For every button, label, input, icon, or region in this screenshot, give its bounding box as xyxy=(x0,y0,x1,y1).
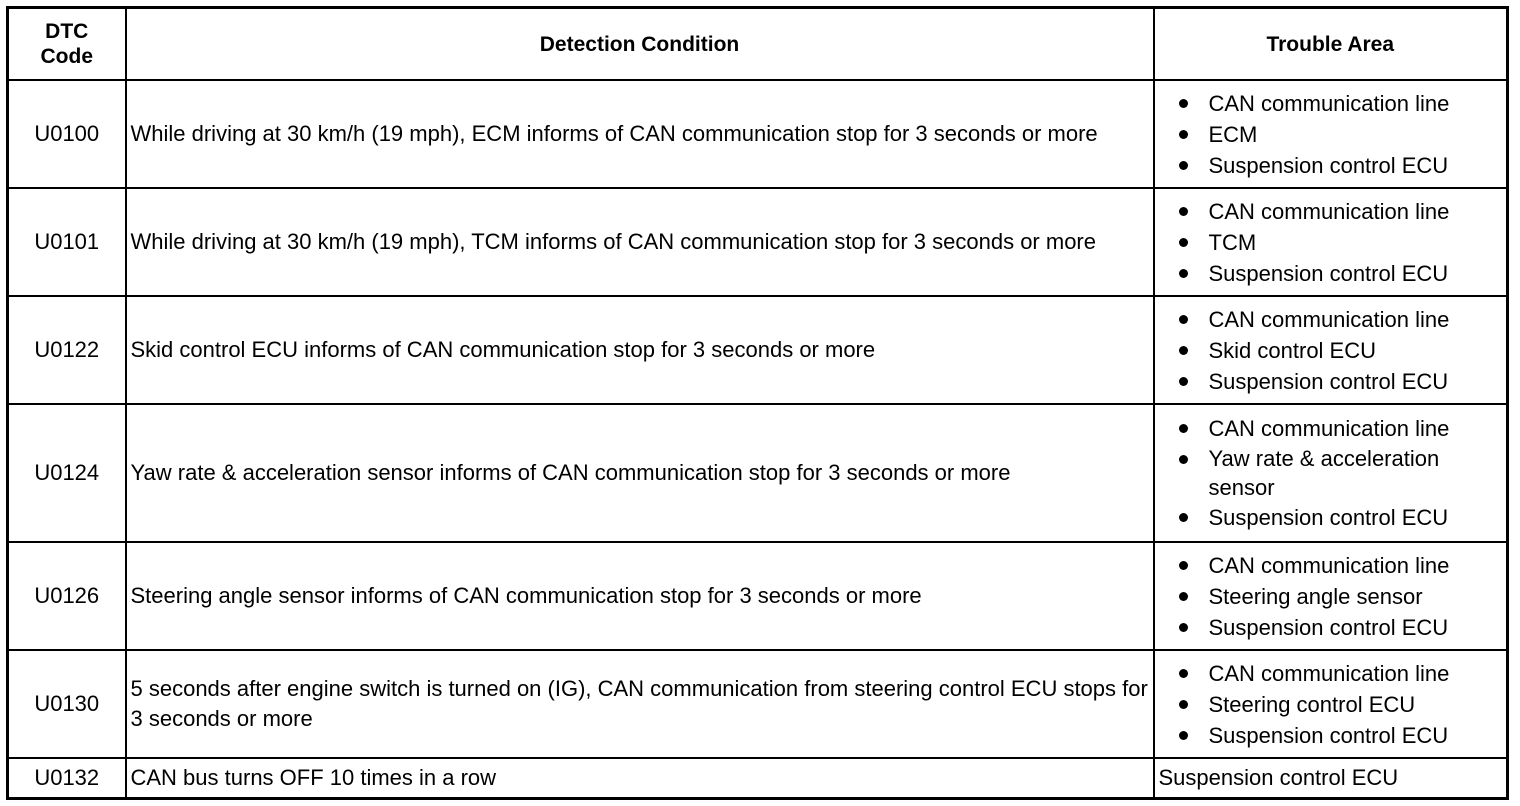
table-row xyxy=(8,296,1508,404)
dtc-code-cell: U0126 xyxy=(8,542,126,650)
dtc-code-cell: U0130 xyxy=(8,650,126,758)
trouble-area-list xyxy=(1177,413,1507,533)
trouble-area-cell xyxy=(1154,80,1508,188)
trouble-area-item: Skid control ECU xyxy=(1177,335,1507,366)
dtc-code-cell: U0132 xyxy=(8,758,126,798)
header-detection-condition: Detection Condition xyxy=(126,8,1154,81)
trouble-area-list xyxy=(1177,304,1507,397)
detection-condition-cell: While driving at 30 km/h (19 mph), TCM informs of CAN communication stop for 3 seconds or more xyxy=(126,188,1154,296)
detection-condition-cell: While driving at 30 km/h (19 mph), ECM informs of CAN communication stop for 3 seconds or more xyxy=(126,80,1154,188)
header-row xyxy=(8,8,1508,81)
trouble-area-item: CAN communication line xyxy=(1177,196,1507,227)
trouble-area-cell xyxy=(1154,542,1508,650)
trouble-area-item: TCM xyxy=(1177,227,1507,258)
trouble-area-item: Suspension control ECU xyxy=(1177,612,1507,643)
trouble-area-item: CAN communication line xyxy=(1177,88,1507,119)
trouble-area-item: Suspension control ECU xyxy=(1177,258,1507,289)
table-row xyxy=(8,650,1508,758)
header-trouble-area: Trouble Area xyxy=(1154,8,1508,81)
detection-condition-cell: Steering angle sensor informs of CAN communication stop for 3 seconds or more xyxy=(126,542,1154,650)
trouble-area-cell xyxy=(1154,650,1508,758)
table-row xyxy=(8,80,1508,188)
trouble-area-item: CAN communication line xyxy=(1177,658,1507,689)
table-row xyxy=(8,404,1508,542)
dtc-table-container xyxy=(6,6,1506,796)
trouble-area-list xyxy=(1177,88,1507,181)
trouble-area-list xyxy=(1177,658,1507,751)
header-dtc-code xyxy=(8,8,126,81)
trouble-area-item: Suspension control ECU xyxy=(1177,720,1507,751)
trouble-area-item: Yaw rate & acceleration sensor xyxy=(1177,444,1507,502)
header-dtc-code-label: DTC Code xyxy=(40,20,93,68)
trouble-area-cell: Suspension control ECU xyxy=(1154,758,1508,798)
trouble-area-list xyxy=(1177,550,1507,643)
trouble-area-item: Suspension control ECU xyxy=(1177,150,1507,181)
dtc-code-cell: U0100 xyxy=(8,80,126,188)
trouble-area-cell xyxy=(1154,188,1508,296)
trouble-area-item: ECM xyxy=(1177,119,1507,150)
trouble-area-item: Steering angle sensor xyxy=(1177,581,1507,612)
trouble-area-item: CAN communication line xyxy=(1177,304,1507,335)
trouble-area-item: CAN communication line xyxy=(1177,413,1507,444)
trouble-area-cell xyxy=(1154,296,1508,404)
detection-condition-cell: Skid control ECU informs of CAN communication stop for 3 seconds or more xyxy=(126,296,1154,404)
trouble-area-cell xyxy=(1154,404,1508,542)
trouble-area-item: Suspension control ECU xyxy=(1177,502,1507,533)
dtc-table xyxy=(6,6,1509,800)
dtc-code-cell: U0101 xyxy=(8,188,126,296)
trouble-area-list xyxy=(1177,196,1507,289)
detection-condition-cell: Yaw rate & acceleration sensor informs of CAN communication stop for 3 seconds or more xyxy=(126,404,1154,542)
table-row xyxy=(8,188,1508,296)
trouble-area-item: Steering control ECU xyxy=(1177,689,1507,720)
dtc-code-cell: U0124 xyxy=(8,404,126,542)
detection-condition-cell: 5 seconds after engine switch is turned on (IG), CAN communication from steering control ECU stops for 3 seconds or more xyxy=(126,650,1154,758)
table-row xyxy=(8,758,1508,798)
detection-condition-cell: CAN bus turns OFF 10 times in a row xyxy=(126,758,1154,798)
trouble-area-item: Suspension control ECU xyxy=(1177,366,1507,397)
trouble-area-item: CAN communication line xyxy=(1177,550,1507,581)
table-row xyxy=(8,542,1508,650)
dtc-code-cell: U0122 xyxy=(8,296,126,404)
